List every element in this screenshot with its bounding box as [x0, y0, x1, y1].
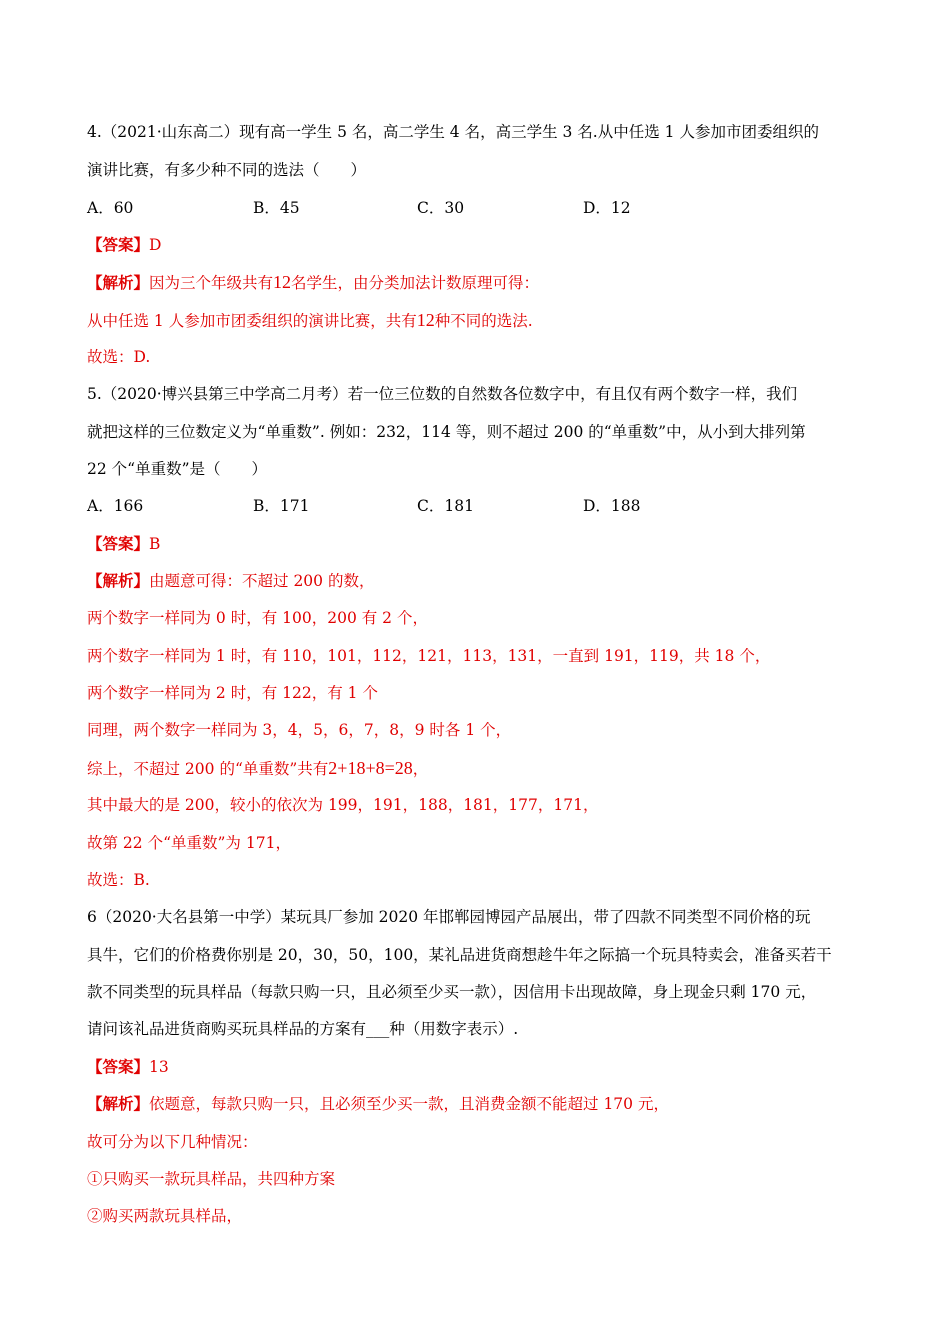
q5-option-b: B．171 — [253, 497, 310, 515]
q4-stem-line2: 演讲比赛，有多少种不同的选法（ ） — [87, 161, 367, 179]
q4-analysis1-pre: 因为三个年级共有 — [149, 274, 274, 292]
q4-analysis2-post: 种不同的选法. — [434, 312, 533, 330]
q5-analysis-line5: 同理，两个数字一样同为 3，4，5，6，7，8，9 时各 1 个， — [87, 721, 512, 739]
q4-analysis-line1 — [87, 271, 890, 294]
q6-answer-value: 13 — [149, 1058, 169, 1076]
q5-stem-line1: 5.（2020·博兴县第三中学高二月考）若一位三位数的自然数各位数字中，有且仅有两个数字一样，我们 — [87, 385, 798, 403]
answer-tag: 【答案】 — [87, 534, 150, 553]
q5-option-c: C．181 — [417, 497, 474, 515]
q5-analysis1-text: 由题意可得：不超过 200 的数， — [149, 572, 375, 590]
q5-analysis-line1 — [87, 570, 890, 592]
q6-stem-line3: 款不同类型的玩具样品（每款只购一只，且必须至少买一款），因信用卡出现故障，身上现金只剩 170 元， — [87, 983, 817, 1001]
answer-tag: 【答案】 — [87, 235, 150, 254]
q5-stem-line2: 就把这样的三位数定义为“单重数”. 例如：232，114 等，则不超过 200 的“单重数”中，从小到大排列第 — [87, 423, 806, 441]
q5-answer-value: B — [149, 535, 161, 553]
q5-option-a: A．166 — [87, 497, 144, 515]
q5-stem-line3: 22 个“单重数”是（ ） — [87, 460, 267, 478]
q5-analysis6-formula: 2+18+8=28 — [328, 758, 413, 778]
analysis-tag: 【解析】 — [87, 273, 150, 292]
q4-analysis1-num: 12 — [273, 272, 292, 292]
q6-analysis-line3: ①只购买一款玩具样品，共四种方案 — [87, 1170, 336, 1188]
q6-stem-line4: 请问该礼品进货商购买玩具样品的方案有___种（用数字表示）. — [87, 1020, 519, 1038]
q5-answer — [87, 533, 890, 555]
q4-option-c: C．30 — [417, 199, 465, 217]
q6-answer — [87, 1056, 890, 1078]
q4-option-d: D．12 — [583, 199, 631, 217]
q5-analysis-line8: 故第 22 个“单重数”为 171， — [87, 834, 291, 852]
q6-stem-line1: 6（2020·大名县第一中学）某玩具厂参加 2020 年邯郸园博园产品展出，带了四款不同类型不同价格的玩 — [87, 908, 811, 926]
q5-analysis-line6 — [87, 757, 890, 780]
q5-analysis6-pre: 综上，不超过 200 的“单重数”共有 — [87, 760, 329, 778]
q4-analysis-line2 — [87, 309, 890, 332]
answer-tag: 【答案】 — [87, 1057, 150, 1076]
q5-option-d: D．188 — [583, 497, 641, 515]
q5-analysis-line2: 两个数字一样同为 0 时，有 100，200 有 2 个， — [87, 609, 428, 627]
q5-analysis-line7: 其中最大的是 200，较小的依次为 199，191，188，181，177，171， — [87, 796, 599, 814]
q6-analysis-line2: 故可分为以下几种情况： — [87, 1133, 258, 1151]
q5-conclusion: 故选：B. — [87, 871, 150, 889]
q4-answer — [87, 234, 890, 256]
q4-analysis2-num: 12 — [416, 310, 435, 330]
q4-analysis1-post: 名学生，由分类加法计数原理可得： — [291, 274, 540, 292]
analysis-tag: 【解析】 — [87, 571, 150, 590]
q4-option-b: B．45 — [253, 199, 300, 217]
q5-analysis-line4: 两个数字一样同为 2 时，有 122，有 1 个 — [87, 684, 378, 702]
q4-answer-value: D — [149, 236, 162, 254]
q4-option-a: A．60 — [87, 199, 134, 217]
q5-analysis-line3: 两个数字一样同为 1 时，有 110，101，112，121，113，131，一直到 191，119，共 18 个， — [87, 647, 771, 665]
q6-analysis-line1 — [87, 1093, 890, 1115]
q4-analysis2-pre: 从中任选 1 人参加市团委组织的演讲比赛，共有 — [87, 312, 417, 330]
q5-analysis6-post: ， — [412, 760, 429, 778]
q6-analysis1-text: 依题意，每款只购一只，且必须至少买一款，且消费金额不能超过 170 元， — [149, 1095, 669, 1113]
analysis-tag: 【解析】 — [87, 1094, 150, 1113]
q6-analysis-line4: ②购买两款玩具样品， — [87, 1207, 243, 1225]
q4-stem-line1: 4.（2021·山东高二）现有高一学生 5 名，高二学生 4 名，高三学生 3 名.从中任选 1 人参加市团委组织的 — [87, 123, 819, 141]
q6-stem-line2: 具牛，它们的价格费你别是 20，30，50，100，某礼品进货商想趁牛年之际搞一个玩具特卖会，准备买若干 — [87, 946, 832, 964]
q4-conclusion: 故选：D. — [87, 348, 151, 366]
